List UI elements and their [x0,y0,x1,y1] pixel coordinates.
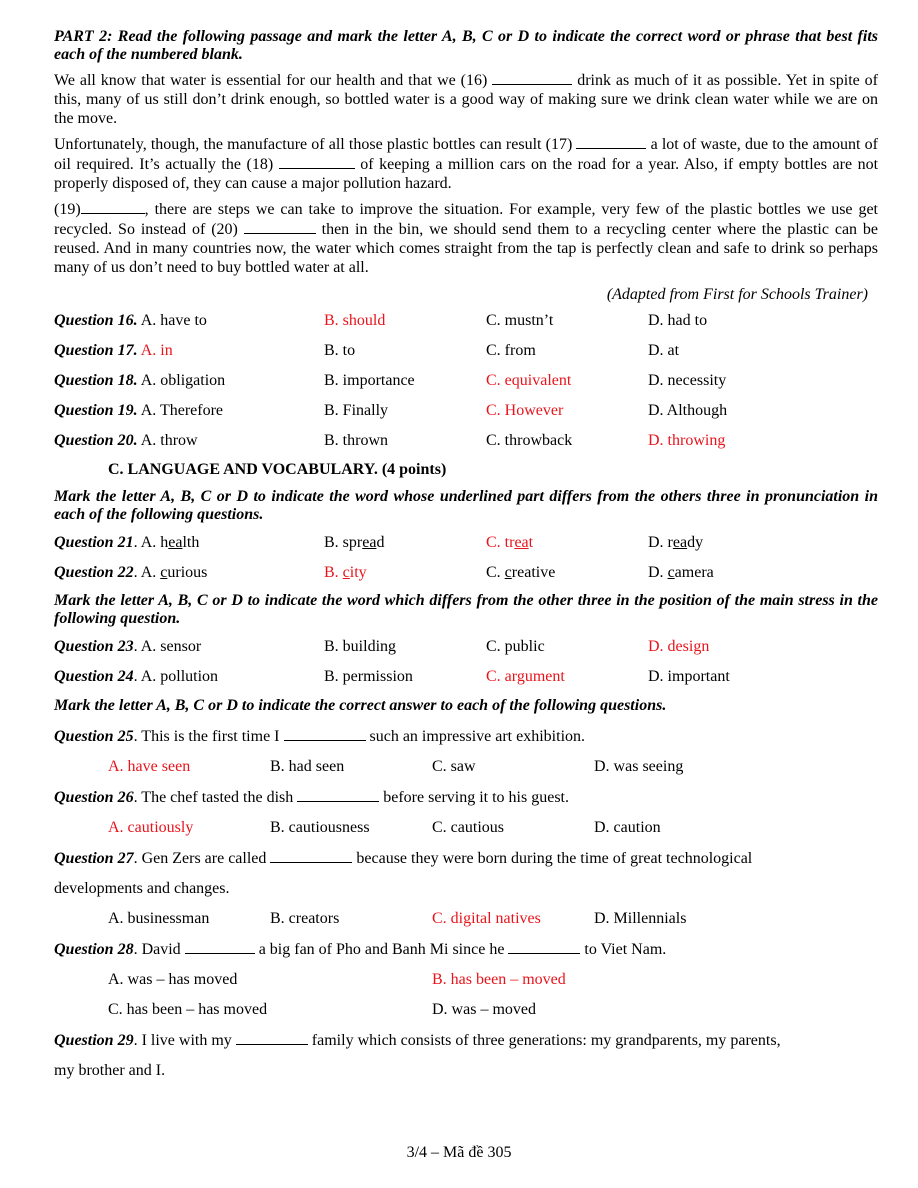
option-text: A. h [140,534,169,551]
blank-20 [244,219,316,234]
passage-text: , there are steps we can take to improve the situation. For example, very few of the plastic bottles we use get recycled. So instead of (20) [54,201,878,238]
question-label: Question 26 [54,789,134,806]
option-d-answer[interactable]: D. design [648,638,710,655]
option-c[interactable]: C. public [486,638,545,655]
question-29: Question 29. I live with my family which consists of three generations: my grandparents, my parents, [54,1032,781,1049]
passage-text: a lot of waste, due to the amount of oil required. It’s actually the (18) [54,136,878,173]
question-label-with-option-a [54,371,225,390]
option-c[interactable]: C. throwback [486,432,573,449]
question-18 [54,371,878,401]
option-b[interactable]: B. creators [270,910,340,927]
answer-blank [284,726,366,741]
passage-text: drink as much of it as possible. Yet in spite of this, many of us still don’t drink enough, so bottled water is a good way of making sure we drink clean water while we are on the move. [54,72,879,127]
question-25-options [54,757,878,787]
option-b-answer[interactable]: B. should [324,312,386,329]
option-c-answer[interactable]: C. equivalent [486,372,572,389]
question-label: Question 29 [54,1032,134,1049]
question-16 [54,311,878,341]
option-a[interactable]: A. have to [140,312,207,329]
option-d[interactable]: D. had to [648,312,708,329]
option-a[interactable]: A. throw [140,432,198,449]
question-label: Question 23 [54,638,134,655]
question-text: family which consists of three generations: my grandparents, my parents, [311,1032,781,1049]
passage-paragraph-3 [54,199,878,277]
option-a[interactable] [141,534,200,551]
option-d[interactable]: D. at [648,342,680,359]
page-footer: 3/4 – Mã đề 305 [406,1144,512,1161]
option-a-answer[interactable]: A. cautiously [108,819,194,836]
question-text: Gen Zers are called [141,850,267,867]
option-b[interactable]: B. to [324,342,356,359]
question-27-continuation: developments and changes. [54,880,230,897]
option-d[interactable]: D. Millennials [594,910,687,927]
passage-text: of keeping a million cars on the road for a year. Also, if empty bottles are not properly disposed of, they can cause a major pollution hazard. [54,156,879,192]
answer-instruction: Mark the letter A, B, C or D to indicate the correct answer to each of the following questions. [54,697,667,714]
option-a[interactable]: A. pollution [140,668,219,685]
option-d[interactable] [648,563,714,582]
question-label-with-option-a [54,341,173,360]
blank-16 [492,70,572,85]
underlined-part: c [160,564,168,581]
question-label: Question 19. [54,402,138,419]
option-b[interactable]: B. Finally [324,402,389,419]
option-text: ity [349,564,367,581]
answer-blank [236,1030,308,1045]
option-a-answer[interactable]: A. in [140,342,173,359]
option-a[interactable]: A. obligation [140,372,226,389]
question-label: Question 28 [54,941,134,958]
option-d[interactable]: D. Although [648,402,728,419]
option-b[interactable]: B. building [324,638,397,655]
option-b[interactable] [324,533,384,552]
option-a[interactable]: A. was – has moved [108,971,238,988]
option-text: dy [687,534,704,551]
option-c[interactable]: C. cautious [432,819,504,836]
option-c-answer[interactable]: C. However [486,402,564,419]
question-label: Question 24 [54,668,134,685]
option-d[interactable]: D. was seeing [594,758,684,775]
option-a[interactable]: A. sensor [140,638,202,655]
question-text: a big fan of Pho and Banh Mi since he [258,941,505,958]
question-17 [54,341,878,371]
option-c-answer[interactable]: C. digital natives [432,910,541,927]
option-d[interactable]: D. was – moved [432,1001,536,1018]
option-b[interactable]: B. permission [324,668,413,685]
option-text: lth [182,534,200,551]
blank-17 [576,134,646,149]
question-text: I live with my [141,1032,232,1049]
option-text: C. [486,564,505,581]
question-28: Question 28. David a big fan of Pho and Banh Mi since he to Viet Nam. [54,941,667,958]
option-a-answer[interactable]: A. have seen [108,758,191,775]
question-label-with-option-a [54,311,207,330]
option-d[interactable]: D. necessity [648,372,727,389]
option-d[interactable]: D. caution [594,819,661,836]
option-c-answer[interactable]: C. argument [486,668,565,685]
pronunciation-instruction: Mark the letter A, B, C or D to indicate the word whose underlined part differs from the others three in pronunciation in each of the following questions. [54,488,878,523]
underlined-part: ea [672,534,688,551]
question-label-with-option-a: Question 24. A. pollution [54,668,219,685]
question-21 [54,533,878,563]
question-label: Question 27 [54,850,134,867]
question-27-options [54,909,878,939]
answer-blank [270,848,352,863]
question-text: The chef tasted the dish [141,789,294,806]
option-a[interactable]: A. Therefore [140,402,224,419]
question-label: Question 22 [54,564,134,581]
option-c[interactable]: C. from [486,342,536,359]
question-label: Question 16. [54,312,138,329]
option-text: t [528,534,534,551]
underlined-part: ea [168,534,183,551]
question-label-with-option-a: Question 21. A. health [54,534,200,551]
option-text: B. spr [324,534,363,551]
question-text: before serving it to his guest. [383,789,569,806]
answer-blank [508,939,580,954]
stress-instruction: Mark the letter A, B, C or D to indicate the word which differs from the other three in the position of the main stress in the following question. [54,592,878,627]
question-label: Question 20. [54,432,138,449]
answer-blank [185,939,255,954]
question-label-with-option-a [54,431,198,450]
question-25: Question 25. This is the first time I such an impressive art exhibition. [54,728,586,745]
option-text: reative [511,564,556,581]
option-d[interactable] [648,533,703,552]
passage-paragraph-1 [54,70,878,128]
option-b-answer[interactable] [324,563,367,582]
question-19 [54,401,878,431]
passage-text: Unfortunately, though, the manufacture of all those plastic bottles can result (17) [54,136,573,153]
question-26-options [54,818,878,848]
underlined-part: c [504,564,512,581]
option-b[interactable]: B. had seen [270,758,345,775]
question-label-with-option-a [54,401,223,420]
question-24 [54,667,878,697]
blank-19 [81,199,145,214]
option-text: amera [674,564,714,581]
question-label-with-option-a: Question 22. A. curious [54,564,208,581]
question-28-options-row-1 [54,970,878,1000]
question-text: to Viet Nam. [584,941,667,958]
underlined-part: c [667,564,675,581]
question-22 [54,563,878,592]
question-29-continuation: my brother and I. [54,1062,166,1079]
blank-18 [279,154,355,169]
question-label: Question 25 [54,728,134,745]
question-20 [54,431,878,460]
passage-source: (Adapted from First for Schools Trainer) [606,286,868,303]
question-23 [54,637,878,667]
exam-page [54,28,878,1091]
option-b[interactable]: B. thrown [324,432,388,449]
option-text: C. tr [486,534,515,551]
option-text: B. [324,564,343,581]
question-text: because they were born during the time of great technological [356,850,753,867]
question-label: Question 18. [54,372,138,389]
option-c[interactable] [486,563,555,582]
part2-instruction: PART 2: Read the following passage and mark the letter A, B, C or D to indicate the correct word or phrase that best fits each of the numbered blank. [54,28,878,63]
underlined-part: c [342,564,350,581]
underlined-part: ea [362,534,377,551]
option-c[interactable]: C. saw [432,758,476,775]
option-b[interactable]: B. importance [324,372,415,389]
question-label-with-option-a: Question 23. A. sensor [54,638,202,655]
passage-text: We all know that water is essential for our health and that we (16) [54,72,488,89]
underlined-part: ea [514,534,529,551]
question-27: Question 27. Gen Zers are called because they were born during the time of great technological [54,850,753,867]
option-a[interactable] [141,564,208,581]
question-text: such an impressive art exhibition. [369,728,586,745]
option-d-answer[interactable]: D. throwing [648,432,726,449]
option-c[interactable]: C. has been – has moved [108,1001,268,1018]
passage-text: then in the bin, we should send them to a recycling center where the plastic can be reused. And in many countries now, the water which comes straight from the tap is perfectly clean and safe to drink so perhaps many of us don’t need to buy bottled water at all. [54,221,879,276]
option-c-answer[interactable] [486,533,533,552]
question-label: Question 17. [54,342,138,359]
question-label: Question 21 [54,534,134,551]
option-text: d [376,534,385,551]
option-d[interactable]: D. important [648,668,730,685]
question-26: Question 26. The chef tasted the dish before serving it to his guest. [54,789,569,806]
option-b[interactable]: B. cautiousness [270,819,370,836]
option-b-answer[interactable]: B. has been – moved [432,971,566,988]
option-text: D. r [648,534,673,551]
option-text: A. [140,564,161,581]
option-c[interactable]: C. mustn’t [486,312,554,329]
option-a[interactable]: A. businessman [108,910,210,927]
answer-blank [297,787,379,802]
question-text: This is the first time I [141,728,280,745]
option-text: urious [167,564,208,581]
question-text: David [141,941,181,958]
question-28-options-row-2 [54,1000,878,1030]
option-text: D. [648,564,668,581]
section-heading: C. LANGUAGE AND VOCABULARY. (4 points) [108,461,447,478]
passage-paragraph-2 [54,134,878,193]
passage-text: (19) [54,201,81,218]
